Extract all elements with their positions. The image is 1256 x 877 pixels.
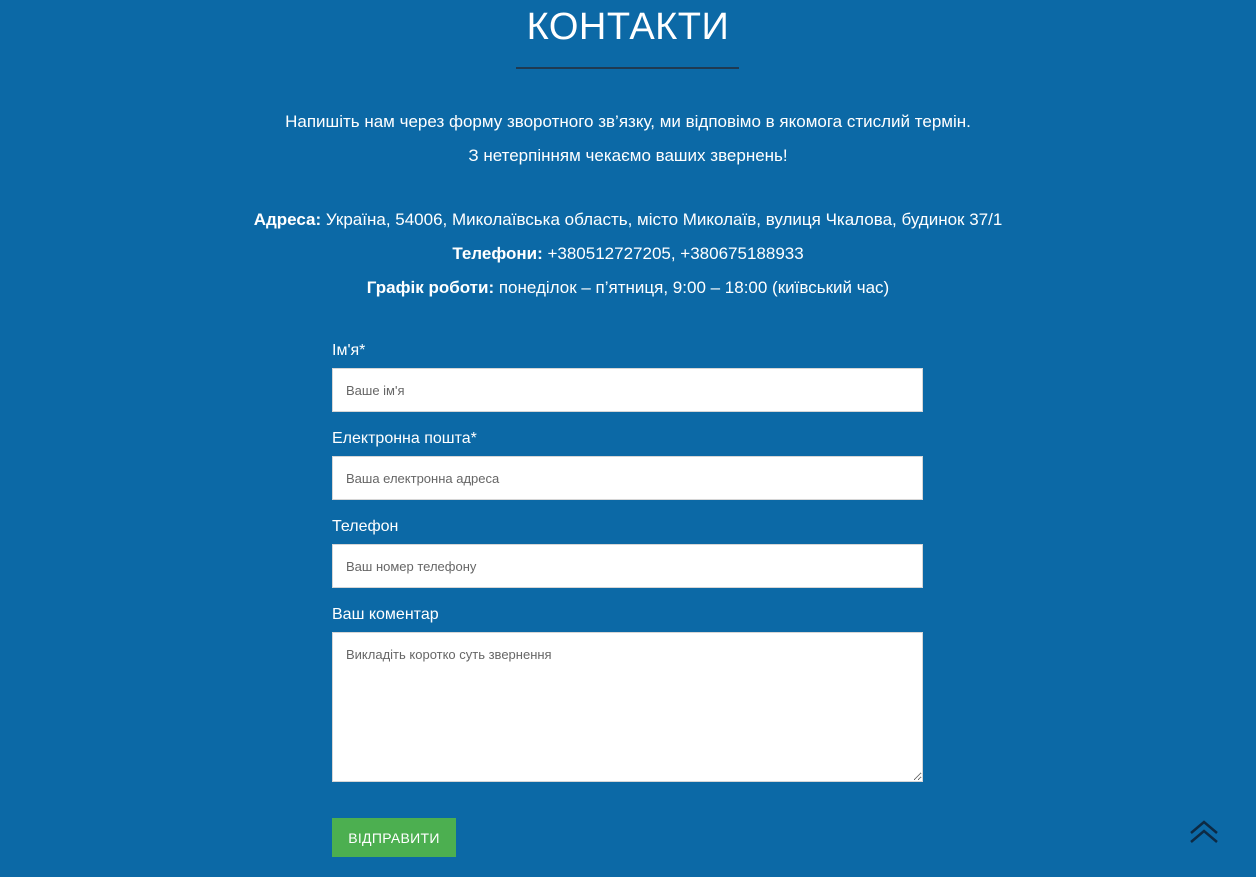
page-title: КОНТАКТИ — [526, 6, 730, 48]
name-input[interactable] — [332, 368, 923, 412]
double-chevron-up-icon — [1186, 818, 1222, 848]
name-label: Ім'я* — [332, 342, 366, 359]
intro-line-1: Напишіть нам через форму зворотного зв’язку, ми відповімо в якомога стислий термін. — [285, 112, 971, 131]
phones-value: +380512727205, +380675188933 — [542, 244, 804, 263]
intro-line-2: З нетерпінням чекаємо ваших звернень! — [468, 146, 788, 165]
intro-text — [0, 105, 1256, 173]
address-label: Адреса: — [253, 210, 322, 229]
phones-label: Телефони: — [452, 244, 543, 263]
address-value: Україна, 54006, Миколаївська область, місто Миколаїв, вулиця Чкалова, будинок 37/1 — [321, 210, 1003, 229]
contact-form — [332, 336, 923, 857]
address-row — [0, 203, 1256, 237]
phone-input[interactable] — [332, 544, 923, 588]
phone-label: Телефон — [332, 518, 399, 535]
hours-value: понеділок – п’ятниця, 9:00 – 18:00 (київський час) — [494, 278, 890, 297]
title-divider — [516, 67, 739, 69]
email-input[interactable] — [332, 456, 923, 500]
phones-row — [0, 237, 1256, 271]
email-label: Електронна пошта* — [332, 430, 477, 447]
scroll-to-top-button[interactable] — [1186, 818, 1222, 848]
submit-button[interactable]: ВІДПРАВИТИ — [332, 818, 456, 857]
comment-textarea[interactable] — [332, 632, 923, 782]
hours-label: Графік роботи: — [366, 278, 495, 297]
contact-details — [0, 203, 1256, 305]
comment-label: Ваш коментар — [332, 606, 439, 623]
hours-row — [0, 271, 1256, 305]
